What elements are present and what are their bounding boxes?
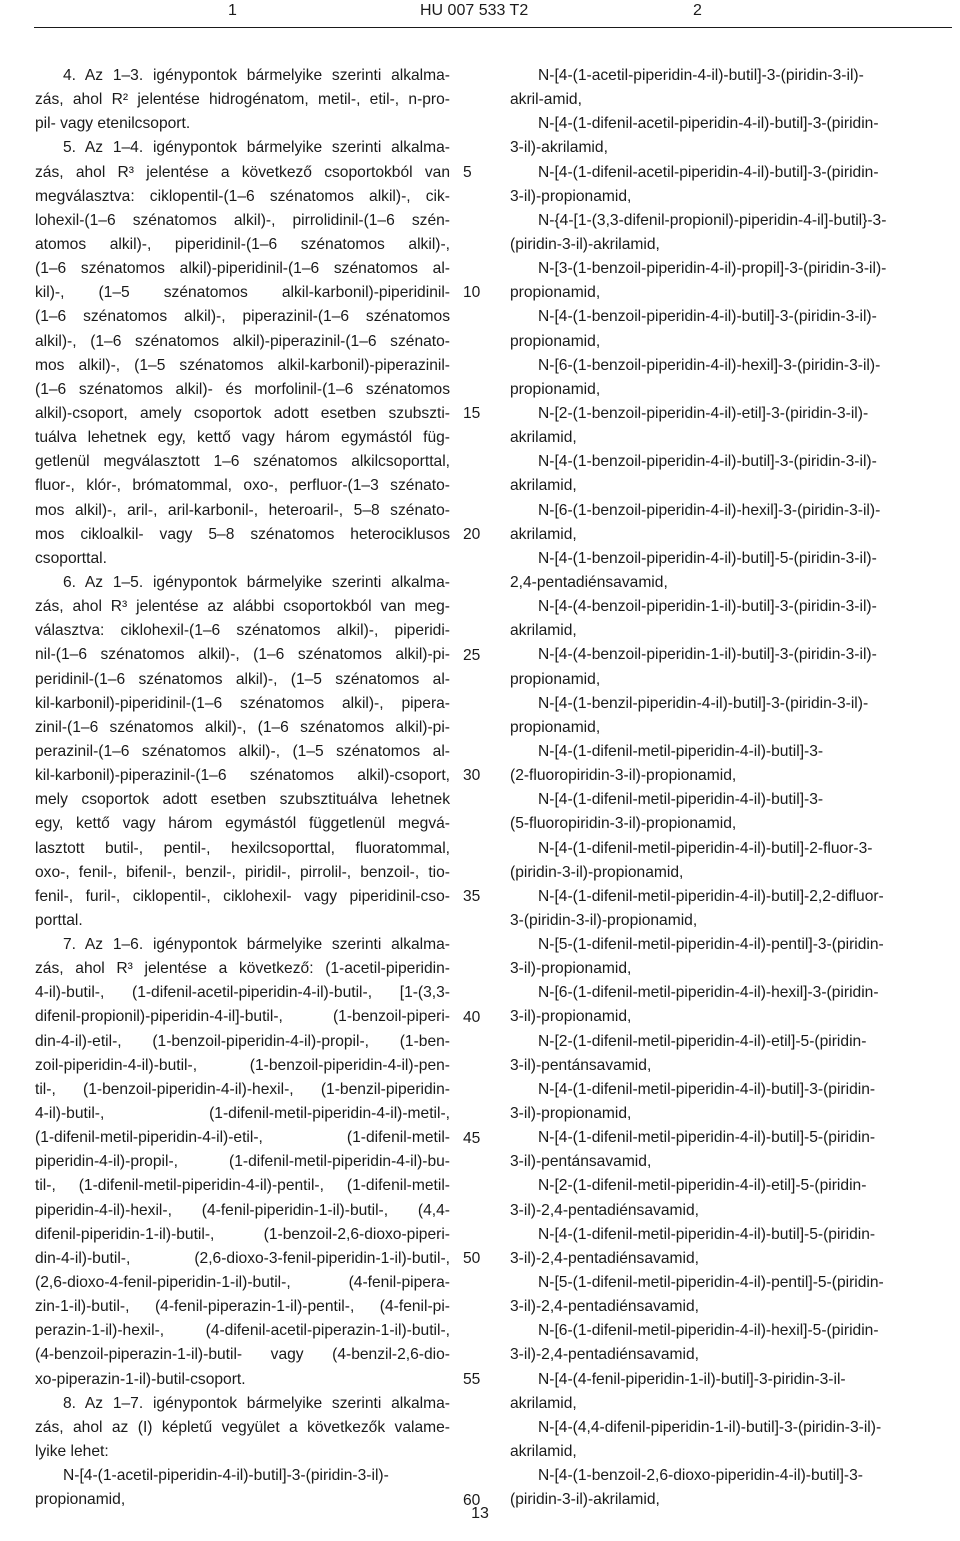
text-line: 4-il)-butil-, (1-difenil-metil-piperidin-4-il)-metil-, (35, 1105, 450, 1123)
page-header (0, 2, 960, 26)
line-number: 55 (463, 1371, 481, 1389)
text-line: N-[4-(1-benzoil-piperidin-4-il)-butil]-5-(piridin-3-il)- (538, 549, 877, 567)
text-line: pil- vagy etenilcsoport. (35, 115, 191, 133)
text-line: akrilamid, (510, 525, 577, 543)
text-line: egy, kettő vagy három egymástól függetlenül megvá- (35, 815, 450, 833)
line-number: 45 (463, 1129, 481, 1147)
text-line: (1–6 szénatomos alkil)-piperidinil-(1–6 szénatomos al- (35, 260, 450, 278)
text-line: kil-karbonil)-piperidinil-(1–6 szénatomos alkil)-, pipera- (35, 694, 450, 712)
text-line: 7. Az 1–6. igénypontok bármelyike szerinti alkalma- (63, 936, 450, 954)
page-footer-number: 13 (471, 1505, 489, 1522)
text-line: alkil)-csoport, amely csoportok adott esetben szubszti- (35, 404, 450, 422)
text-line: lyike lehet: (35, 1443, 109, 1461)
text-line: zoil-piperidin-4-il)-butil-, (1-benzoil-piperidin-4-il)-pen- (35, 1056, 450, 1074)
text-line: din-4-il)-etil-, (1-benzoil-piperidin-4-il)-propil-, (1-ben- (35, 1032, 450, 1050)
document-id: HU 007 533 T2 (420, 2, 529, 19)
text-line: 8. Az 1–7. igénypontok bármelyike szerinti alkalma- (63, 1394, 450, 1412)
text-line: N-[4-(1-difenil-metil-piperidin-4-il)-butil]-3- (538, 742, 824, 760)
text-line: 3-il)-pentánsavamid, (510, 1056, 652, 1074)
text-line: fluor-, klór-, brómatommal, oxo-, perfluor-(1–3 szénato- (35, 477, 450, 495)
text-line: N-[4-(4-fenil-piperidin-1-il)-butil]-3-piridin-3-il- (538, 1370, 846, 1388)
text-line: 6. Az 1–5. igénypontok bármelyike szerinti alkalma- (63, 573, 450, 591)
line-number: 30 (463, 767, 481, 785)
text-line: N-[6-(1-difenil-metil-piperidin-4-il)-hexil]-5-(piridin- (538, 1322, 879, 1340)
text-line: kil-karbonil)-piperazinil-(1–6 szénatomos alkil)-csoport, (35, 767, 450, 785)
right-column (510, 64, 954, 1512)
text-line: til-, (1-benzoil-piperidin-4-il)-hexil-, (1-benzil-piperidin- (35, 1080, 450, 1098)
text-line: 3-(piridin-3-il)-propionamid, (510, 911, 698, 929)
text-line: peridinil-(1–6 szénatomos alkil)-, (1–5 szénatomos al- (35, 670, 450, 688)
text-line: zinil-(1–6 szénatomos alkil)-, (1–6 szénatomos alkil)-pi- (35, 718, 450, 736)
text-line: zás, ahol az (I) képletű vegyület a következők valame- (35, 1418, 450, 1436)
text-line: 5. Az 1–4. igénypontok bármelyike szerinti alkalma- (63, 139, 450, 157)
text-line: din-4-il)-butil-, (2,6-dioxo-3-fenil-piperidin-1-il)-butil-, (35, 1249, 450, 1267)
text-line: (1–6 szénatomos alkil)- és morfolinil-(1–6 szénatomos (35, 380, 450, 398)
text-line: piperidin-4-il)-hexil-, (4-fenil-piperidin-1-il)-butil-, (4,4- (35, 1201, 450, 1219)
text-line: propionamid, (510, 670, 601, 688)
text-line: N-{4-[1-(3,3-difenil-propionil)-piperidin-4-il]-butil}-3- (538, 211, 887, 229)
left-column (35, 64, 450, 1512)
text-line: zás, ahol R² jelentése hidrogénatom, metil-, etil-, n-pro- (35, 91, 450, 109)
text-line: 3-il)-pentánsavamid, (510, 1153, 652, 1171)
text-line: N-[5-(1-difenil-metil-piperidin-4-il)-pentil]-5-(piridin- (538, 1274, 884, 1292)
text-line: mely csoportok adott esetben szubsztituálva lehetnek (35, 791, 450, 809)
text-line: propionamid, (510, 718, 601, 736)
text-line: propionamid, (510, 332, 601, 350)
text-line: megválasztva: ciklopentil-(1–6 szénatomos alkil)-, cik- (35, 187, 450, 205)
text-line: N-[4-(1-benzil-piperidin-4-il)-butil]-3-(piridin-3-il)- (538, 694, 869, 712)
text-line: N-[4-(1-difenil-metil-piperidin-4-il)-butil]-3-(piridin- (538, 1080, 876, 1098)
text-line: akrilamid, (510, 477, 577, 495)
text-line: N-[4-(1-difenil-metil-piperidin-4-il)-butil]-3- (538, 791, 824, 809)
text-line: lohexil-(1–6 szénatomos alkil)-, pirrolidinil-(1–6 szén- (35, 211, 450, 229)
text-line: N-[4-(1-benzoil-2,6-dioxo-piperidin-4-il)-butil]-3- (538, 1467, 863, 1485)
text-line: getlenül megválasztott 1–6 szénatomos alkilcsoporttal, (35, 453, 450, 471)
text-line: zás, ahol R³ jelentése a következő csoportokból van (35, 163, 450, 181)
text-line: 3-il)-propionamid, (510, 1008, 632, 1026)
text-line: tuálva lehetnek egy, kettő vagy három egymástól füg- (35, 429, 450, 447)
text-line: N-[4-(1-difenil-acetil-piperidin-4-il)-butil]-3-(piridin- (538, 163, 879, 181)
text-line: N-[6-(1-benzoil-piperidin-4-il)-hexil]-3-(piridin-3-il)- (538, 501, 881, 519)
text-line: 4. Az 1–3. igénypontok bármelyike szerinti alkalma- (63, 67, 450, 84)
text-line: N-[2-(1-difenil-metil-piperidin-4-il)-etil]-5-(piridin- (538, 1032, 867, 1050)
text-line: N-[4-(4-benzoil-piperidin-1-il)-butil]-3-(piridin-3-il)- (538, 646, 877, 664)
text-line: (1–6 szénatomos alkil)-, piperazinil-(1–6 szénatomos (35, 308, 450, 326)
text-line: (4-benzoil-piperazin-1-il)-butil- vagy (4-benzil-2,6-dio- (35, 1346, 450, 1364)
text-line: (piridin-3-il)-akrilamid, (510, 235, 660, 253)
text-line: N-[2-(1-difenil-metil-piperidin-4-il)-etil]-5-(piridin- (538, 1177, 867, 1195)
text-line: csoporttal. (35, 549, 107, 567)
line-number: 5 (463, 163, 472, 181)
text-line: N-[4-(1-difenil-metil-piperidin-4-il)-butil]-2,2-difluor- (538, 887, 884, 905)
text-line: mos cikloalkil- vagy 5–8 szénatomos heterociklusos (35, 525, 450, 543)
text-line: propionamid, (35, 1491, 126, 1509)
text-line: akrilamid, (510, 622, 577, 640)
text-line: 4-il)-butil-, (1-difenil-acetil-piperidin-4-il)-butil-, [1-(3,3- (35, 984, 450, 1002)
text-line: porttal. (35, 911, 83, 929)
line-number: 15 (463, 405, 481, 423)
text-line: N-[4-(4,4-difenil-piperidin-1-il)-butil]-3-(piridin-3-il)- (538, 1418, 882, 1436)
text-line: 3-il)-2,4-pentadiénsavamid, (510, 1298, 699, 1316)
text-line: választva: ciklohexil-(1–6 szénatomos alkil)-, piperidi- (35, 622, 450, 640)
text-line: N-[4-(1-benzoil-piperidin-4-il)-butil]-3-(piridin-3-il)- (538, 308, 877, 326)
text-line: N-[3-(1-benzoil-piperidin-4-il)-propil]-3-(piridin-3-il)- (538, 260, 887, 278)
text-line: akrilamid, (510, 429, 577, 447)
text-line: (piridin-3-il)-akrilamid, (510, 1491, 660, 1509)
text-line: akrilamid, (510, 1394, 577, 1412)
text-line: N-[6-(1-difenil-metil-piperidin-4-il)-hexil]-3-(piridin- (538, 984, 879, 1002)
text-line: N-[2-(1-benzoil-piperidin-4-il)-etil]-3-(piridin-3-il)- (538, 404, 869, 422)
text-line: 3-il)-propionamid, (510, 1105, 632, 1123)
text-line: 3-il)-propionamid, (510, 187, 632, 205)
text-line: N-[4-(1-acetil-piperidin-4-il)-butil]-3-(piridin-3-il)- (63, 1467, 389, 1485)
text-line: N-[6-(1-benzoil-piperidin-4-il)-hexil]-3-(piridin-3-il)- (538, 356, 881, 374)
text-line: zás, ahol R³ jelentése a következő: (1-acetil-piperidin- (35, 960, 450, 978)
text-line: N-[4-(1-acetil-piperidin-4-il)-butil]-3-(piridin-3-il)- (538, 67, 864, 84)
text-line: mos alkil)-, (1–5 szénatomos alkil-karbonil)-piperazinil- (35, 356, 450, 374)
text-line: mos alkil)-, aril-, aril-karbonil-, heteroaril-, 5–8 szénato- (35, 501, 450, 519)
line-number: 20 (463, 525, 481, 543)
text-line: xo-piperazin-1-il)-butil-csoport. (35, 1370, 246, 1388)
text-line: difenil-propionil)-piperidin-4-il]-butil-, (1-benzoil-piperi- (35, 1008, 450, 1026)
text-line: 3-il)-2,4-pentadiénsavamid, (510, 1201, 699, 1219)
left-page-number: 1 (228, 2, 237, 19)
text-line: N-[4-(1-difenil-metil-piperidin-4-il)-butil]-5-(piridin- (538, 1225, 876, 1243)
text-line: nil-(1–6 szénatomos alkil)-, (1–6 szénatomos alkil)-pi- (35, 646, 450, 664)
right-page-number: 2 (693, 2, 702, 19)
text-line: (piridin-3-il)-propionamid, (510, 863, 684, 881)
text-line: perazinil-(1–6 szénatomos alkil)-, (1–5 szénatomos al- (35, 742, 450, 760)
text-line: N-[4-(1-difenil-acetil-piperidin-4-il)-butil]-3-(piridin- (538, 115, 879, 133)
text-line: N-[5-(1-difenil-metil-piperidin-4-il)-pentil]-3-(piridin- (538, 936, 884, 954)
text-line: til-, (1-difenil-metil-piperidin-4-il)-pentil-, (1-difenil-metil- (35, 1177, 450, 1195)
text-line: N-[4-(1-benzoil-piperidin-4-il)-butil]-3-(piridin-3-il)- (538, 453, 877, 471)
text-line: 3-il)-propionamid, (510, 960, 632, 978)
text-line: zás, ahol R³ jelentése az alábbi csoportokból van meg- (35, 598, 450, 616)
text-line: (2,6-dioxo-4-fenil-piperidin-1-il)-butil-, (4-fenil-pipera- (35, 1274, 450, 1292)
text-line: propionamid, (510, 284, 601, 302)
text-line: (5-fluoropiridin-3-il)-propionamid, (510, 815, 737, 833)
text-line: akril-amid, (510, 91, 582, 109)
text-line: perazin-1-il)-hexil-, (4-difenil-acetil-piperazin-1-il)-butil-, (35, 1322, 450, 1340)
text-line: 3-il)-2,4-pentadiénsavamid, (510, 1249, 699, 1267)
text-line: 2,4-pentadiénsavamid, (510, 573, 668, 591)
text-line: difenil-piperidin-1-il)-butil-, (1-benzoil-2,6-dioxo-piperi- (35, 1225, 450, 1243)
text-line: zin-1-il)-butil-, (4-fenil-piperazin-1-il)-pentil-, (4-fenil-pi- (35, 1298, 450, 1316)
text-line: 3-il)-2,4-pentadiénsavamid, (510, 1346, 699, 1364)
text-line: 3-il)-akrilamid, (510, 139, 608, 157)
text-line: N-[4-(1-difenil-metil-piperidin-4-il)-butil]-5-(piridin- (538, 1129, 876, 1147)
header-rule (34, 27, 952, 28)
text-line: atomos alkil)-, piperidinil-(1–6 szénatomos alkil)-, (35, 235, 450, 253)
line-number: 25 (463, 646, 481, 664)
text-line: oxo-, fenil-, bifenil-, benzil-, piridil-, pirrolil-, benzoil-, tio- (35, 863, 450, 881)
text-line: fenil-, furil-, ciklopentil-, ciklohexil- vagy piperidinil-cso- (35, 887, 450, 905)
text-line: N-[4-(4-benzoil-piperidin-1-il)-butil]-3-(piridin-3-il)- (538, 598, 877, 616)
text-line: (1-difenil-metil-piperidin-4-il)-etil-, (1-difenil-metil- (35, 1129, 450, 1147)
text-line: propionamid, (510, 380, 601, 398)
text-line: (2-fluoropiridin-3-il)-propionamid, (510, 767, 737, 785)
text-line: N-[4-(1-difenil-metil-piperidin-4-il)-butil]-2-fluor-3- (538, 839, 873, 857)
line-number: 10 (463, 284, 481, 302)
line-number: 60 (463, 1491, 481, 1509)
text-line: alkil)-, (1–6 szénatomos alkil)-piperazinil-(1–6 szénato- (35, 332, 450, 350)
text-line: piperidin-4-il)-propil-, (1-difenil-metil-piperidin-4-il)-bu- (35, 1153, 450, 1171)
text-line: akrilamid, (510, 1443, 577, 1461)
line-number: 40 (463, 1008, 481, 1026)
text-line: kil)-, (1–5 szénatomos alkil-karbonil)-piperidinil- (35, 284, 450, 302)
text-line: lasztott butil-, pentil-, hexilcsoporttal, fluoratommal, (35, 839, 450, 857)
line-number: 50 (463, 1250, 481, 1268)
line-number: 35 (463, 888, 481, 906)
